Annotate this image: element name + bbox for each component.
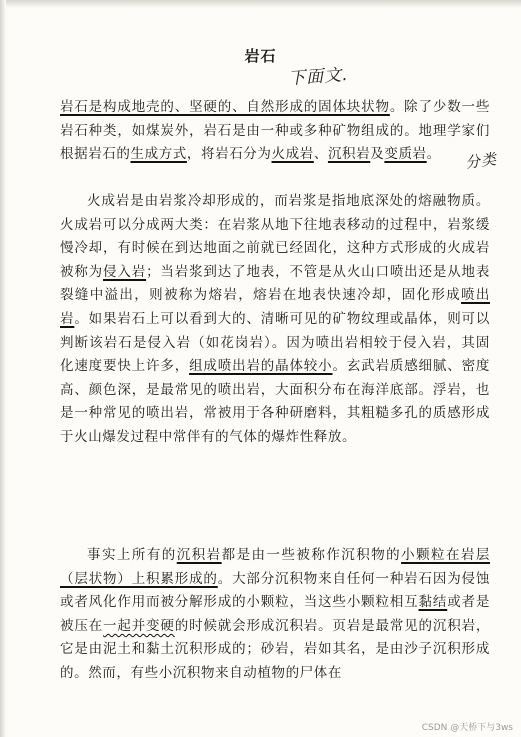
text-run: 。 [426, 146, 441, 163]
text-run: ，将岩石分为 [186, 146, 272, 163]
handwritten-note-top: 下面文. [287, 64, 350, 90]
text-run: 的时候就会形成沉积岩。页岩是最常见的沉积岩，它是由泥土和黏土沉积形成的；砂岩，岩如其名，是由沙子沉积形成的。然而，有些小沉积物来自动植物的尸体在 [60, 617, 491, 681]
underlined-text: 沉积岩 [327, 146, 371, 163]
underlined-text: 火成岩 [271, 146, 314, 163]
underlined-text: 组成喷出岩的晶体较小 [189, 358, 333, 375]
page-title: 岩石 [244, 47, 277, 65]
underlined-text: 小颗粒在岩层（层状物）上积累形成的 [60, 547, 490, 587]
text-run: 。大部分沉积物来自任何一种岩石因为侵蚀或者风化作用而被分解形成的小颗粒，当这些小颗粒相互 [60, 570, 490, 611]
text-run: 事实上所有的 [87, 547, 177, 563]
text-run: 、 [313, 146, 328, 163]
text-run: 。玄武岩质感细腻、密度高、颜色深，是最常见的喷出岩，大面积分布在海洋底部。浮岩，也是一种常见的喷出岩，常被用于各种研磨料，其粗糙多孔的质感形成于火山爆发过程中常伴有的气体的爆炸性释放。 [60, 358, 491, 445]
underlined-text: 生成方式 [130, 146, 187, 163]
text-run: 或者是被压在 [60, 594, 491, 634]
text-run: 火成岩是由岩浆冷却形成的，而岩浆是指地底深处的熔融物质。火成岩可以分成两大类：在岩浆从地下往地表移动的过程中，岩浆缓慢冷却，有时候在到达地面之前就已经固化，这种方式形成的火成岩被称为 [60, 193, 490, 280]
text-run: 。如果岩石上可以看到大的、清晰可见的矿物纹理或晶体，则可以判断该岩石是侵入岩（如花岗岩）。因为喷出岩相较于侵入岩，其固化速度要快上许多， [60, 310, 490, 375]
paragraph-3 [60, 544, 490, 686]
text-run: 都是由一些被称作沉积物的 [221, 547, 402, 563]
underlined-text: 变质岩 [384, 146, 427, 163]
page-edge-top [0, 0, 521, 8]
paragraph-2 [60, 190, 490, 450]
text-run: 及 [370, 146, 385, 163]
paragraph-1 [60, 96, 490, 167]
underlined-text: 沉积岩 [176, 547, 222, 563]
underlined-text: 岩石是构成地壳的、坚硬的、自然形成的固体块状物 [60, 99, 390, 115]
underlined-text: 侵入岩 [103, 263, 147, 280]
text-run: 。除了少数一些岩石种类，如煤炭外，岩石是由一种或多种矿物组成的。地理学家们根据岩石的 [60, 99, 490, 163]
underlined-text: 黏结 [418, 594, 448, 611]
page-edge-left [0, 0, 6, 737]
underlined-text: 一起并变硬 [103, 617, 175, 634]
watermark: CSDN @天桥下与3ws [421, 723, 513, 733]
underlined-text: 喷出岩 [60, 287, 491, 327]
text-run: ；当岩浆到达了地表，不管是从火山口喷出还是从地表裂缝中溢出，则被称为熔岩，熔岩在地表快速冷却，固化形成 [60, 263, 490, 304]
handwritten-note-side: 分类 [463, 149, 499, 173]
